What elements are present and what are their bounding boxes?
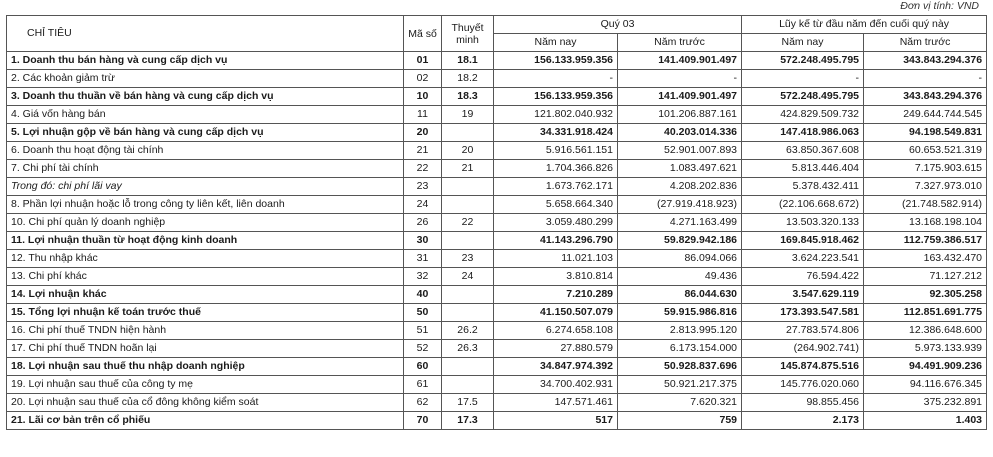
row-thuyet-minh: 17.3 bbox=[442, 412, 494, 430]
row-lk-nam-truoc: 112.759.386.517 bbox=[864, 232, 987, 250]
row-quy-nam-nay: 3.810.814 bbox=[494, 268, 618, 286]
row-quy-nam-nay: 11.021.103 bbox=[494, 250, 618, 268]
row-label: 14. Lợi nhuận khác bbox=[7, 286, 404, 304]
row-ma-so: 51 bbox=[404, 322, 442, 340]
row-thuyet-minh: 24 bbox=[442, 268, 494, 286]
row-thuyet-minh: 21 bbox=[442, 160, 494, 178]
row-quy-nam-truoc: 141.409.901.497 bbox=[618, 52, 742, 70]
table-row bbox=[7, 106, 987, 124]
row-lk-nam-nay: (264.902.741) bbox=[742, 340, 864, 358]
table-row bbox=[7, 52, 987, 70]
row-quy-nam-truoc: (27.919.418.923) bbox=[618, 196, 742, 214]
row-lk-nam-truoc: 7.327.973.010 bbox=[864, 178, 987, 196]
header-chi-tieu: CHỈ TIÊU bbox=[7, 16, 404, 52]
row-quy-nam-truoc: - bbox=[618, 70, 742, 88]
row-ma-so: 26 bbox=[404, 214, 442, 232]
income-statement-table bbox=[6, 15, 987, 430]
row-lk-nam-nay: 572.248.495.795 bbox=[742, 88, 864, 106]
row-label: 2. Các khoản giảm trừ bbox=[7, 70, 404, 88]
row-label: 19. Lợi nhuận sau thuế của công ty mẹ bbox=[7, 376, 404, 394]
row-lk-nam-truoc: 1.403 bbox=[864, 412, 987, 430]
row-lk-nam-truoc: - bbox=[864, 70, 987, 88]
row-label: 4. Giá vốn hàng bán bbox=[7, 106, 404, 124]
row-lk-nam-truoc: 60.653.521.319 bbox=[864, 142, 987, 160]
row-label: 13. Chi phí khác bbox=[7, 268, 404, 286]
row-ma-so: 22 bbox=[404, 160, 442, 178]
row-lk-nam-nay: 27.783.574.806 bbox=[742, 322, 864, 340]
table-row bbox=[7, 376, 987, 394]
row-quy-nam-nay: - bbox=[494, 70, 618, 88]
row-quy-nam-nay: 3.059.480.299 bbox=[494, 214, 618, 232]
row-label: 20. Lợi nhuận sau thuế của cổ đông không kiểm soát bbox=[7, 394, 404, 412]
row-quy-nam-truoc: 141.409.901.497 bbox=[618, 88, 742, 106]
row-thuyet-minh bbox=[442, 178, 494, 196]
row-lk-nam-truoc: 13.168.198.104 bbox=[864, 214, 987, 232]
row-quy-nam-nay: 1.673.762.171 bbox=[494, 178, 618, 196]
row-lk-nam-truoc: (21.748.582.914) bbox=[864, 196, 987, 214]
row-quy-nam-truoc: 4.208.202.836 bbox=[618, 178, 742, 196]
row-quy-nam-truoc: 40.203.014.336 bbox=[618, 124, 742, 142]
row-thuyet-minh bbox=[442, 232, 494, 250]
row-thuyet-minh bbox=[442, 376, 494, 394]
row-ma-so: 01 bbox=[404, 52, 442, 70]
row-quy-nam-nay: 41.150.507.079 bbox=[494, 304, 618, 322]
header-quy-nam-truoc: Năm trước bbox=[618, 34, 742, 52]
row-label: 5. Lợi nhuận gộp về bán hàng và cung cấp dịch vụ bbox=[7, 124, 404, 142]
row-lk-nam-truoc: 5.973.133.939 bbox=[864, 340, 987, 358]
row-lk-nam-truoc: 343.843.294.376 bbox=[864, 88, 987, 106]
row-ma-so: 50 bbox=[404, 304, 442, 322]
row-label: 6. Doanh thu hoạt động tài chính bbox=[7, 142, 404, 160]
row-thuyet-minh: 17.5 bbox=[442, 394, 494, 412]
row-quy-nam-nay: 27.880.579 bbox=[494, 340, 618, 358]
header-quy-nam-nay: Năm nay bbox=[494, 34, 618, 52]
row-quy-nam-nay: 6.274.658.108 bbox=[494, 322, 618, 340]
row-label: 18. Lợi nhuận sau thuế thu nhập doanh nghiệp bbox=[7, 358, 404, 376]
row-lk-nam-nay: 169.845.918.462 bbox=[742, 232, 864, 250]
table-row bbox=[7, 250, 987, 268]
row-ma-so: 20 bbox=[404, 124, 442, 142]
row-label: 3. Doanh thu thuần về bán hàng và cung cấp dịch vụ bbox=[7, 88, 404, 106]
row-lk-nam-truoc: 163.432.470 bbox=[864, 250, 987, 268]
row-label: 1. Doanh thu bán hàng và cung cấp dịch vụ bbox=[7, 52, 404, 70]
row-ma-so: 61 bbox=[404, 376, 442, 394]
row-lk-nam-truoc: 94.491.909.236 bbox=[864, 358, 987, 376]
row-ma-so: 40 bbox=[404, 286, 442, 304]
row-lk-nam-truoc: 249.644.744.545 bbox=[864, 106, 987, 124]
table-row bbox=[7, 178, 987, 196]
row-lk-nam-truoc: 92.305.258 bbox=[864, 286, 987, 304]
row-ma-so: 31 bbox=[404, 250, 442, 268]
row-quy-nam-nay: 156.133.959.356 bbox=[494, 88, 618, 106]
table-row bbox=[7, 394, 987, 412]
table-row bbox=[7, 412, 987, 430]
row-ma-so: 11 bbox=[404, 106, 442, 124]
row-thuyet-minh: 19 bbox=[442, 106, 494, 124]
header-lk-nam-nay: Năm nay bbox=[742, 34, 864, 52]
row-ma-so: 70 bbox=[404, 412, 442, 430]
row-lk-nam-nay: (22.106.668.672) bbox=[742, 196, 864, 214]
table-row bbox=[7, 70, 987, 88]
row-ma-so: 24 bbox=[404, 196, 442, 214]
row-quy-nam-nay: 7.210.289 bbox=[494, 286, 618, 304]
row-quy-nam-truoc: 2.813.995.120 bbox=[618, 322, 742, 340]
row-lk-nam-truoc: 112.851.691.775 bbox=[864, 304, 987, 322]
row-quy-nam-nay: 34.847.974.392 bbox=[494, 358, 618, 376]
row-ma-so: 32 bbox=[404, 268, 442, 286]
row-ma-so: 10 bbox=[404, 88, 442, 106]
row-lk-nam-truoc: 94.116.676.345 bbox=[864, 376, 987, 394]
row-ma-so: 21 bbox=[404, 142, 442, 160]
table-row bbox=[7, 286, 987, 304]
row-lk-nam-nay: 147.418.986.063 bbox=[742, 124, 864, 142]
row-quy-nam-nay: 34.700.402.931 bbox=[494, 376, 618, 394]
row-label: 11. Lợi nhuận thuần từ hoạt động kinh doanh bbox=[7, 232, 404, 250]
row-quy-nam-truoc: 50.921.217.375 bbox=[618, 376, 742, 394]
row-quy-nam-truoc: 1.083.497.621 bbox=[618, 160, 742, 178]
row-quy-nam-nay: 5.658.664.340 bbox=[494, 196, 618, 214]
row-lk-nam-nay: 76.594.422 bbox=[742, 268, 864, 286]
table-row bbox=[7, 124, 987, 142]
row-quy-nam-nay: 147.571.461 bbox=[494, 394, 618, 412]
row-quy-nam-nay: 41.143.296.790 bbox=[494, 232, 618, 250]
table-row bbox=[7, 214, 987, 232]
row-thuyet-minh bbox=[442, 304, 494, 322]
row-quy-nam-truoc: 4.271.163.499 bbox=[618, 214, 742, 232]
row-lk-nam-nay: 2.173 bbox=[742, 412, 864, 430]
row-quy-nam-nay: 517 bbox=[494, 412, 618, 430]
header-thuyet-minh: Thuyết minh bbox=[442, 16, 494, 52]
row-ma-so: 02 bbox=[404, 70, 442, 88]
row-quy-nam-truoc: 52.901.007.893 bbox=[618, 142, 742, 160]
row-thuyet-minh: 18.1 bbox=[442, 52, 494, 70]
row-label: 8. Phần lợi nhuận hoặc lỗ trong công ty liên kết, liên doanh bbox=[7, 196, 404, 214]
row-thuyet-minh: 26.3 bbox=[442, 340, 494, 358]
row-lk-nam-truoc: 12.386.648.600 bbox=[864, 322, 987, 340]
row-lk-nam-nay: 5.813.446.404 bbox=[742, 160, 864, 178]
row-ma-so: 52 bbox=[404, 340, 442, 358]
row-label: 10. Chi phí quản lý doanh nghiệp bbox=[7, 214, 404, 232]
row-lk-nam-nay: 98.855.456 bbox=[742, 394, 864, 412]
row-quy-nam-truoc: 59.829.942.186 bbox=[618, 232, 742, 250]
row-thuyet-minh: 22 bbox=[442, 214, 494, 232]
row-ma-so: 62 bbox=[404, 394, 442, 412]
row-lk-nam-truoc: 94.198.549.831 bbox=[864, 124, 987, 142]
table-row bbox=[7, 160, 987, 178]
table-row bbox=[7, 268, 987, 286]
row-lk-nam-nay: 13.503.320.133 bbox=[742, 214, 864, 232]
table-row bbox=[7, 322, 987, 340]
table-row bbox=[7, 88, 987, 106]
row-quy-nam-truoc: 759 bbox=[618, 412, 742, 430]
row-thuyet-minh bbox=[442, 196, 494, 214]
table-row bbox=[7, 232, 987, 250]
row-quy-nam-truoc: 49.436 bbox=[618, 268, 742, 286]
row-lk-nam-nay: 5.378.432.411 bbox=[742, 178, 864, 196]
header-quy: Quý 03 bbox=[494, 16, 742, 34]
row-ma-so: 23 bbox=[404, 178, 442, 196]
table-row bbox=[7, 196, 987, 214]
row-quy-nam-nay: 156.133.959.356 bbox=[494, 52, 618, 70]
row-lk-nam-nay: - bbox=[742, 70, 864, 88]
row-quy-nam-truoc: 7.620.321 bbox=[618, 394, 742, 412]
row-thuyet-minh bbox=[442, 358, 494, 376]
row-quy-nam-truoc: 101.206.887.161 bbox=[618, 106, 742, 124]
row-thuyet-minh: 26.2 bbox=[442, 322, 494, 340]
row-lk-nam-truoc: 375.232.891 bbox=[864, 394, 987, 412]
row-lk-nam-nay: 3.547.629.119 bbox=[742, 286, 864, 304]
row-lk-nam-nay: 145.874.875.516 bbox=[742, 358, 864, 376]
row-quy-nam-nay: 121.802.040.932 bbox=[494, 106, 618, 124]
row-thuyet-minh: 18.2 bbox=[442, 70, 494, 88]
row-thuyet-minh bbox=[442, 286, 494, 304]
row-lk-nam-truoc: 343.843.294.376 bbox=[864, 52, 987, 70]
unit-note: Đơn vị tính: VND bbox=[900, 0, 979, 12]
row-thuyet-minh: 20 bbox=[442, 142, 494, 160]
row-lk-nam-truoc: 71.127.212 bbox=[864, 268, 987, 286]
table-row bbox=[7, 304, 987, 322]
row-ma-so: 60 bbox=[404, 358, 442, 376]
row-lk-nam-truoc: 7.175.903.615 bbox=[864, 160, 987, 178]
row-lk-nam-nay: 572.248.495.795 bbox=[742, 52, 864, 70]
row-lk-nam-nay: 145.776.020.060 bbox=[742, 376, 864, 394]
row-ma-so: 30 bbox=[404, 232, 442, 250]
row-quy-nam-truoc: 6.173.154.000 bbox=[618, 340, 742, 358]
row-label: Trong đó: chi phí lãi vay bbox=[7, 178, 404, 196]
row-label: 12. Thu nhập khác bbox=[7, 250, 404, 268]
table-row bbox=[7, 340, 987, 358]
row-lk-nam-nay: 3.624.223.541 bbox=[742, 250, 864, 268]
row-label: 16. Chi phí thuế TNDN hiện hành bbox=[7, 322, 404, 340]
row-quy-nam-nay: 1.704.366.826 bbox=[494, 160, 618, 178]
row-quy-nam-nay: 34.331.918.424 bbox=[494, 124, 618, 142]
row-lk-nam-nay: 63.850.367.608 bbox=[742, 142, 864, 160]
row-label: 15. Tổng lợi nhuận kế toán trước thuế bbox=[7, 304, 404, 322]
row-thuyet-minh: 23 bbox=[442, 250, 494, 268]
row-label: 21. Lãi cơ bản trên cổ phiếu bbox=[7, 412, 404, 430]
row-lk-nam-nay: 173.393.547.581 bbox=[742, 304, 864, 322]
header-luy-ke: Lũy kế từ đầu năm đến cuối quý này bbox=[742, 16, 987, 34]
header-ma-so: Mã số bbox=[404, 16, 442, 52]
header-lk-nam-truoc: Năm trước bbox=[864, 34, 987, 52]
row-thuyet-minh: 18.3 bbox=[442, 88, 494, 106]
row-quy-nam-truoc: 59.915.986.816 bbox=[618, 304, 742, 322]
row-quy-nam-truoc: 86.094.066 bbox=[618, 250, 742, 268]
row-lk-nam-nay: 424.829.509.732 bbox=[742, 106, 864, 124]
row-label: 7. Chi phí tài chính bbox=[7, 160, 404, 178]
table-row bbox=[7, 142, 987, 160]
row-thuyet-minh bbox=[442, 124, 494, 142]
row-label: 17. Chi phí thuế TNDN hoãn lại bbox=[7, 340, 404, 358]
table-row bbox=[7, 358, 987, 376]
row-quy-nam-nay: 5.916.561.151 bbox=[494, 142, 618, 160]
row-quy-nam-truoc: 86.044.630 bbox=[618, 286, 742, 304]
row-quy-nam-truoc: 50.928.837.696 bbox=[618, 358, 742, 376]
